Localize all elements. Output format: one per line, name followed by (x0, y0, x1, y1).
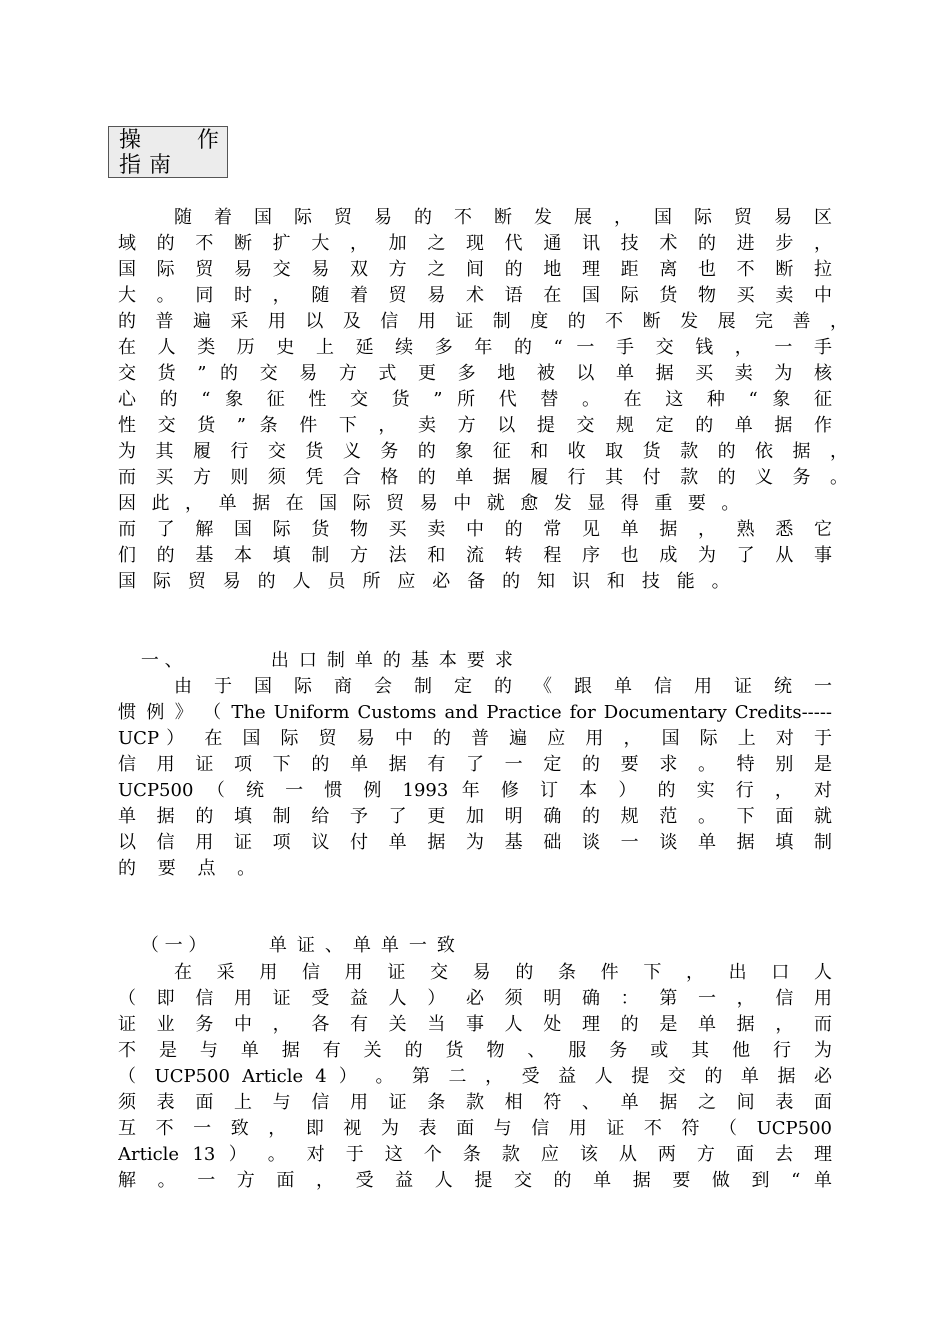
consistency-paragraph (118, 960, 832, 1194)
section-heading-2 (118, 907, 818, 956)
intro-line: 随 着 国 际 贸 易 的 不 断 发 展 ， 国 际 贸 易 区 (174, 207, 832, 228)
consistency-line: 不 是 与 单 据 有 关 的 货 物 、 服 务 或 其 他 行 为 (118, 1040, 832, 1061)
intro-line: 国 际 贸 易 交 易 双 方 之 间 的 地 理 距 离 也 不 断 拉 (118, 259, 832, 280)
ucp-line: 由 于 国 际 商 会 制 定 的 《 跟 单 信 用 证 统 一 (174, 676, 832, 697)
intro-line: 国 际 贸 易 的 人 员 所 应 必 备 的 知 识 和 技 能 。 (118, 571, 736, 592)
consistency-line: 在 采 用 信 用 证 交 易 的 条 件 下 ， 出 口 人 (174, 962, 832, 983)
section-heading-number: （ 一 ） (140, 935, 207, 956)
consistency-line: 证 业 务 中 ， 各 有 关 当 事 人 处 理 的 是 单 据 ， 而 (118, 1014, 832, 1035)
ucp-line: 惯 例 》 （ The Uniform Customs and Practice for Documentary Credits----- (118, 702, 832, 723)
consistency-line: 解 。 一 方 面 ， 受 益 人 提 交 的 单 据 要 做 到 “ 单 (118, 1170, 832, 1191)
ucp-line: UCP500 （ 统 一 惯 例 1993 年 修 订 本 ） 的 实 行 ， 对 (118, 780, 832, 801)
consistency-line: （ UCP500 Article 4 ） 。 第 二 ， 受 益 人 提 交 的 单 据 必 (118, 1066, 832, 1087)
consistency-line: 互 不 一 致 ， 即 视 为 表 面 与 信 用 证 不 符 （ UCP500 (118, 1118, 832, 1139)
guide-title-box (108, 126, 228, 178)
ucp-line: 单 据 的 填 制 给 予 了 更 加 明 确 的 规 范 。 下 面 就 (118, 806, 832, 827)
intro-line: 而 了 解 国 际 货 物 买 卖 中 的 常 见 单 据 ， 熟 悉 它 (118, 519, 832, 540)
guide-title-line-1: 操 作 (119, 128, 219, 153)
ucp-line: 信 用 证 项 下 的 单 据 有 了 一 定 的 要 求 。 特 别 是 (118, 754, 832, 775)
ucp-line: 以 信 用 证 项 议 付 单 据 为 基 础 谈 一 谈 单 据 填 制 (118, 832, 832, 853)
section-heading-title: 单证、单单一致 (268, 935, 465, 956)
intro-line: 们 的 基 本 填 制 方 法 和 流 转 程 序 也 成 为 了 从 事 (118, 545, 832, 566)
intro-line: 因 此 ， 单 据 在 国 际 贸 易 中 就 愈 发 显 得 重 要 。 (118, 493, 745, 514)
intro-paragraph (118, 205, 848, 595)
intro-line: 而 买 方 则 须 凭 合 格 的 单 据 履 行 其 付 款 的 义 务 。 (118, 467, 848, 488)
consistency-line: （ 即 信 用 证 受 益 人 ） 必 须 明 确 ： 第 一 ， 信 用 (118, 988, 832, 1009)
intro-line: 性 交 货 ” 条 件 下 ， 卖 方 以 提 交 规 定 的 单 据 作 (118, 415, 832, 436)
section-heading-number: 一 、 (140, 650, 183, 671)
consistency-line: Article 13 ） 。 对 于 这 个 条 款 应 该 从 两 方 面 去 理 (118, 1144, 832, 1165)
section-heading-title: 出口制单的基本要求 (270, 650, 523, 671)
intro-line: 的 普 遍 采 用 以 及 信 用 证 制 度 的 不 断 发 展 完 善 ， (118, 311, 848, 332)
intro-line: 为 其 履 行 交 货 义 务 的 象 征 和 收 取 货 款 的 依 据 ， (118, 441, 848, 462)
intro-line: 域 的 不 断 扩 大 ， 加 之 现 代 通 讯 技 术 的 进 步 ， (118, 233, 832, 254)
intro-line: 大 。 同 时 ， 随 着 贸 易 术 语 在 国 际 货 物 买 卖 中 (118, 285, 832, 306)
ucp-line: UCP） 在 国 际 贸 易 中 的 普 遍 应 用 ， 国 际 上 对 于 (118, 728, 832, 749)
intro-line: 在 人 类 历 史 上 延 续 多 年 的 “ 一 手 交 钱 ， 一 手 (118, 337, 832, 358)
intro-line: 交 货 ” 的 交 易 方 式 更 多 地 被 以 单 据 买 卖 为 核 (118, 363, 832, 384)
ucp-line: 的 要 点 。 (118, 858, 264, 879)
consistency-line: 须 表 面 上 与 信 用 证 条 款 相 符 、 单 据 之 间 表 面 (118, 1092, 832, 1113)
ucp-paragraph (118, 674, 832, 882)
intro-line: 心 的 “ 象 征 性 交 货 ” 所 代 替 。 在 这 种 “ 象 征 (118, 389, 832, 410)
section-heading-1 (118, 622, 818, 671)
guide-title-line-2: 指南 (119, 153, 180, 178)
